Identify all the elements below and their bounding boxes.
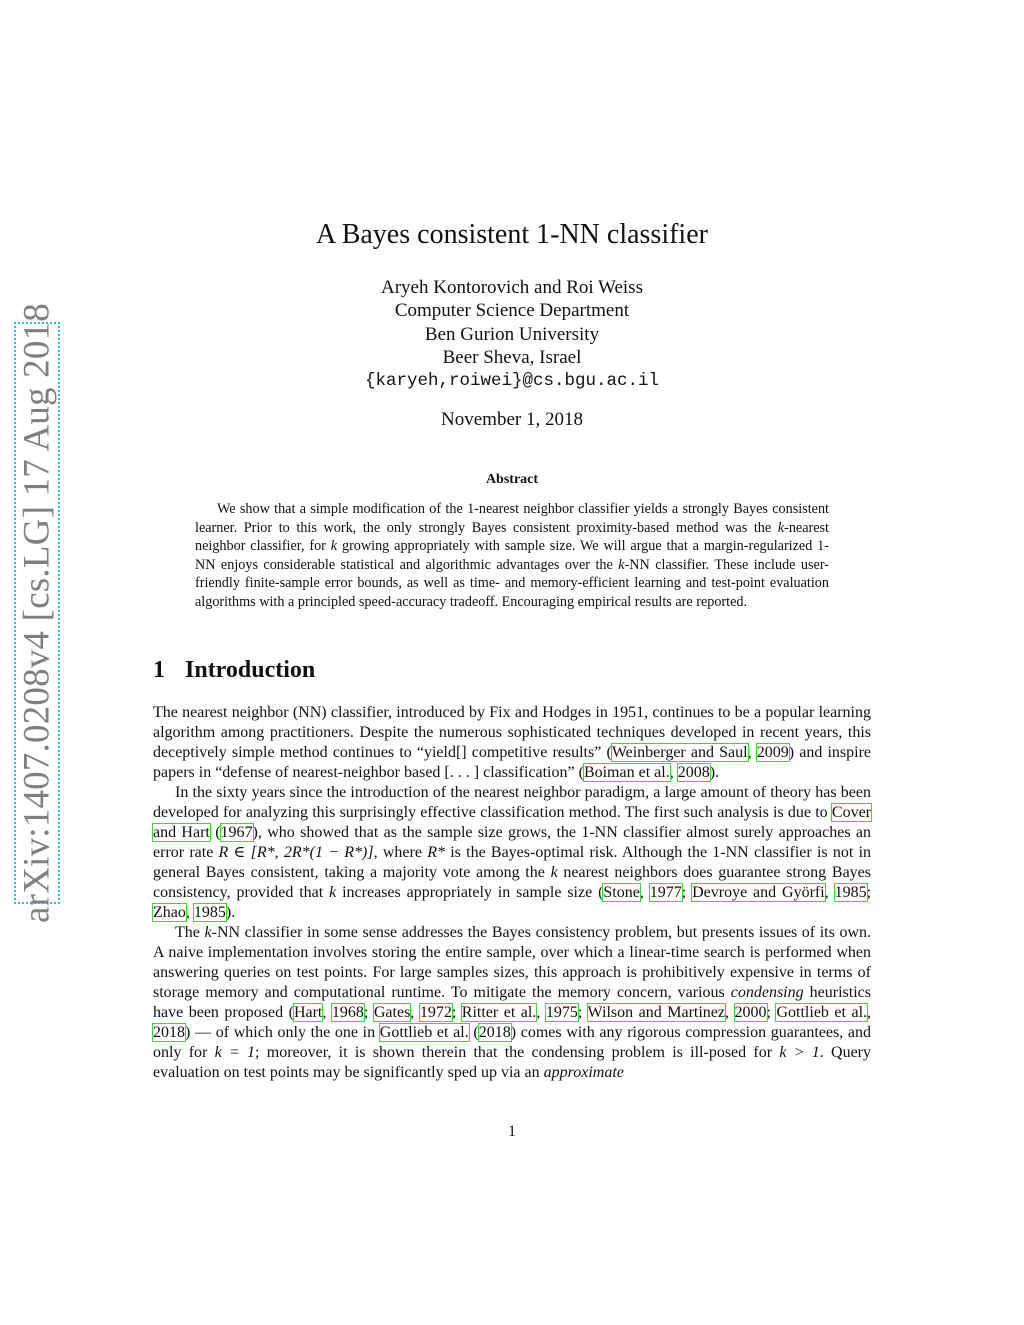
citation-link[interactable]: Devroye and Györfi: [692, 884, 825, 901]
author-block: [0, 276, 1024, 393]
author-location: Beer Sheva, Israel: [442, 347, 582, 369]
citation-year-link[interactable]: 1967: [220, 824, 253, 841]
math-inline: k: [204, 924, 212, 941]
citation-link[interactable]: Stone: [603, 884, 640, 901]
emphasis: approximate: [543, 1064, 624, 1081]
paper-date: November 1, 2018: [441, 409, 583, 430]
citation-year-link[interactable]: 1975: [545, 1004, 578, 1021]
author-university: Ben Gurion University: [424, 323, 600, 345]
math-inline: R*: [427, 844, 445, 861]
citation-year-link[interactable]: 2000: [734, 1004, 767, 1021]
citation-link[interactable]: Boiman et al.: [583, 764, 670, 781]
citation-year-link[interactable]: 2008: [677, 764, 710, 781]
citation-year-link[interactable]: 2018: [153, 1024, 185, 1041]
section-heading: [153, 657, 315, 684]
citation-link[interactable]: Cover and Hart: [153, 804, 871, 841]
citation-year-link[interactable]: 2018: [478, 1024, 511, 1041]
abstract-heading: Abstract: [485, 472, 539, 487]
section-title: Introduction: [185, 657, 316, 683]
author-email: {karyeh,roiwei}@cs.bgu.ac.il: [364, 370, 660, 391]
paragraph-2: In the sixty years since the introduction of the nearest neighbor paradigm, a large amount of theory has been developed for analyzing this surprisingly effective classification method. The first such analysis is due to Cover and Hart (1967), who showed that as the sample size grows, the 1-NN classifier almost surely approaches an error rate R ∈ [R*, 2R*(1 − R*)], where R* is the Bayes-optimal risk. Although the 1-NN classifier is not in general Bayes consistent, taking a majority vote among the k nearest neighbors does guarantee strong Bayes consistency, provided that k increases appropriately in sample size (Stone, 1977; Devroye and Györfi, 1985; Zhao, 1985).: [153, 784, 872, 921]
author-names: Aryeh Kontorovich and Roi Weiss: [381, 277, 643, 298]
math-inline: k: [550, 864, 558, 881]
citation-year-link[interactable]: 1985: [193, 904, 226, 921]
body-text: [153, 703, 871, 1083]
paragraph-3: The k-NN classifier in some sense addresses the Bayes consistency problem, but presents issues of its own. A naive implementation involves storing the entire sample, over which a linear-time search is performed when answering queries on test points. For large samples sizes, this approach is prohibitively expensive in terms of storage memory and computational runtime. To mitigate the memory concern, various condensing heuristics have been proposed (Hart, 1968; Gates, 1972; Ritter et al., 1975; Wilson and Martinez, 2000; Gottlieb et al., 2018) — of which only the one in Gottlieb et al. (2018) comes with any rigorous compression guarantees, and only for k = 1; moreover, it is shown therein that the condensing problem is ill-posed for k > 1. Query evaluation on test points may be significantly sped up via an approximate: [153, 924, 872, 1081]
citation-link[interactable]: Weinberger and Saul: [611, 744, 748, 761]
arxiv-stamp[interactable]: arXiv:1407.0208v4 [cs.LG] 17 Aug 2018: [16, 303, 58, 923]
emphasis: condensing: [730, 984, 804, 1001]
citation-link[interactable]: Zhao: [153, 904, 186, 921]
author-department: Computer Science Department: [394, 300, 630, 322]
citation-year-link[interactable]: 2009: [756, 744, 789, 761]
citation-year-link[interactable]: 1968: [331, 1004, 364, 1021]
section-number: 1: [153, 657, 165, 683]
citation-year-link[interactable]: 1985: [834, 884, 867, 901]
math-inline: k: [329, 884, 337, 901]
math-inline: R ∈ [R*, 2R*(1 − R*)]: [218, 844, 374, 861]
math-inline: k = 1: [214, 1044, 256, 1061]
citation-link[interactable]: Ritter et al.: [461, 1004, 537, 1021]
math-inline: k > 1: [779, 1044, 820, 1061]
citation-year-link[interactable]: 1977: [649, 884, 682, 901]
page-number: 1: [508, 1123, 516, 1140]
citation-link[interactable]: Hart: [293, 1004, 323, 1021]
paper-title: A Bayes consistent 1-NN classifier: [316, 219, 708, 250]
citation-link[interactable]: Gates: [373, 1004, 411, 1021]
citation-link[interactable]: Wilson and Martinez: [587, 1004, 725, 1021]
citation-year-link[interactable]: 1972: [419, 1004, 452, 1021]
paragraph-1: The nearest neighbor (NN) classifier, introduced by Fix and Hodges in 1951, continues to be a popular learning algorithm among practitioners. Despite the numerous sophisticated techniques developed in recent years, this deceptively simple method continues to “yield[] competitive results” (Weinberger and Saul, 2009) and inspire papers in “defense of nearest-neighbor based [. . . ] classification” (Boiman et al., 2008).: [153, 704, 872, 781]
citation-link[interactable]: Gottlieb et al.: [379, 1024, 469, 1041]
abstract-text: We show that a simple modification of the 1-nearest neighbor classifier yields a strongly Bayes consistent learner. Prior to this work, the only strongly Bayes consistent proximity-based method was the k-nearest neighbor classifier, for k growing appropriately with sample size. We will argue that a margin-regularized 1-NN enjoys considerable statistical and algorithmic advantages over the k-NN classifier. These include user-friendly finite-sample error bounds, as well as time- and memory-efficient learning and test-point evaluation algorithms with a principled speed-accuracy tradeoff. Encouraging empirical results are reported.: [195, 501, 829, 610]
citation-link[interactable]: Gottlieb et al.: [776, 1004, 868, 1021]
